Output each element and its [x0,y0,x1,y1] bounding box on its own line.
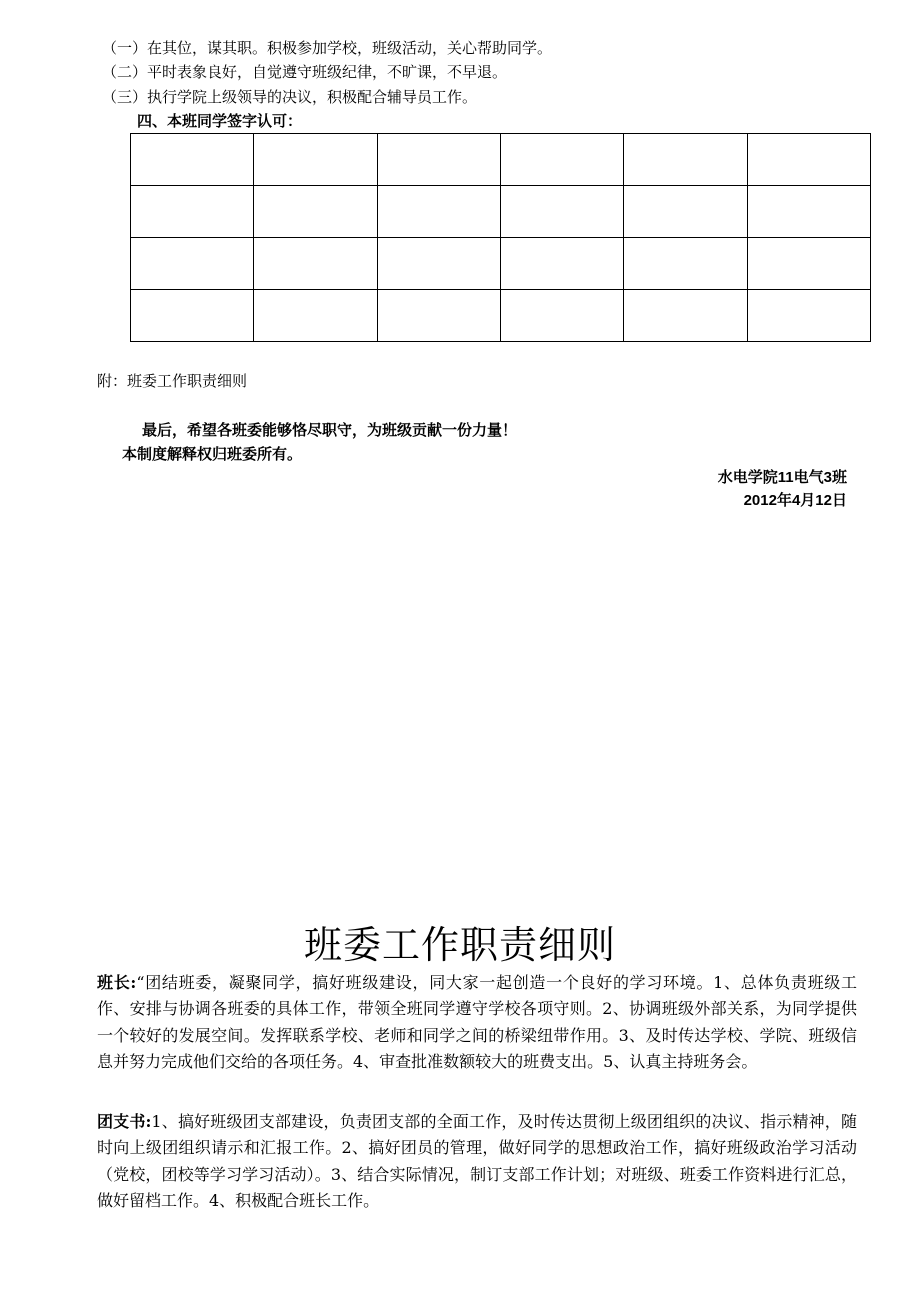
signature-row [131,134,871,186]
signature-cell [500,238,623,290]
duty-item-1: （一）在其位，谋其职。积极参加学校，班级活动，关心帮助同学。 [102,39,553,57]
signature-cell [131,186,254,238]
signature-cell [254,134,377,186]
signature-cell [624,134,747,186]
duty-item-2: （二）平时表象良好，自觉遵守班级纪律，不旷课，不早退。 [102,63,508,81]
closing-line: 最后，希望各班委能够恪尽职守，为班级贡献一份力量！ [142,421,518,439]
signature-cell [624,238,747,290]
signature-cell [500,134,623,186]
signature-cell [377,134,500,186]
league-secretary-duties [97,1109,857,1215]
league-secretary-role-label: 团支书: [97,1112,152,1131]
signature-cell [747,134,870,186]
signature-cell [500,290,623,342]
monitor-role-label: 班长: [97,973,137,992]
signature-date: 2012年4月12日 [743,492,847,509]
signature-org: 水电学院11电气3班 [717,469,847,486]
signature-cell [747,290,870,342]
signature-cell [747,186,870,238]
signature-cell [747,238,870,290]
section4-heading: 四、本班同学签字认可： [137,112,303,130]
signature-cell [624,290,747,342]
signature-cell [377,238,500,290]
league-secretary-duties-text: 1、搞好班级团支部建设，负责团支部的全面工作，及时传达贯彻上级团组织的决议、指示精神，随时向上级团组织请示和汇报工作。2、搞好团员的管理，做好同学的思想政治工作，搞好班级政治学习活动（党校，团校等学习学习活动）。3、结合实际情况，制订支部工作计划；对班级、班委工作资料进行汇总，做好留档工作。4、积极配合班长工作。 [97,1112,857,1211]
signature-cell [254,290,377,342]
signature-cell [624,186,747,238]
page-title: 班委工作职责细则 [303,923,616,967]
signature-table [130,133,871,342]
signature-cell [131,134,254,186]
signature-cell [254,238,377,290]
duty-item-3: （三）执行学院上级领导的决议，积极配合辅导员工作。 [102,88,478,106]
signature-cell [131,238,254,290]
signature-cell [500,186,623,238]
monitor-duties [97,970,857,1076]
monitor-duties-text: “团结班委，凝聚同学，搞好班级建设，同大家一起创造一个良好的学习环境。1、总体负责班级工作、安排与协调各班委的具体工作，带领全班同学遵守学校各项守则。2、协调班级外部关系，为同学提供一个较好的发展空间。发挥联系学校、老师和同学之间的桥梁纽带作用。3、及时传达学校、学院、班级信息并努力完成他们交给的各项任务。4、审查批准数额较大的班费支出。5、认真主持班务会。 [97,973,857,1072]
signature-row [131,290,871,342]
signature-cell [377,290,500,342]
rights-line: 本制度解释权归班委所有。 [122,445,303,463]
signature-cell [131,290,254,342]
signature-cell [254,186,377,238]
signature-row [131,238,871,290]
appendix-note: 附：班委工作职责细则 [97,372,248,390]
signature-cell [377,186,500,238]
signature-row [131,186,871,238]
